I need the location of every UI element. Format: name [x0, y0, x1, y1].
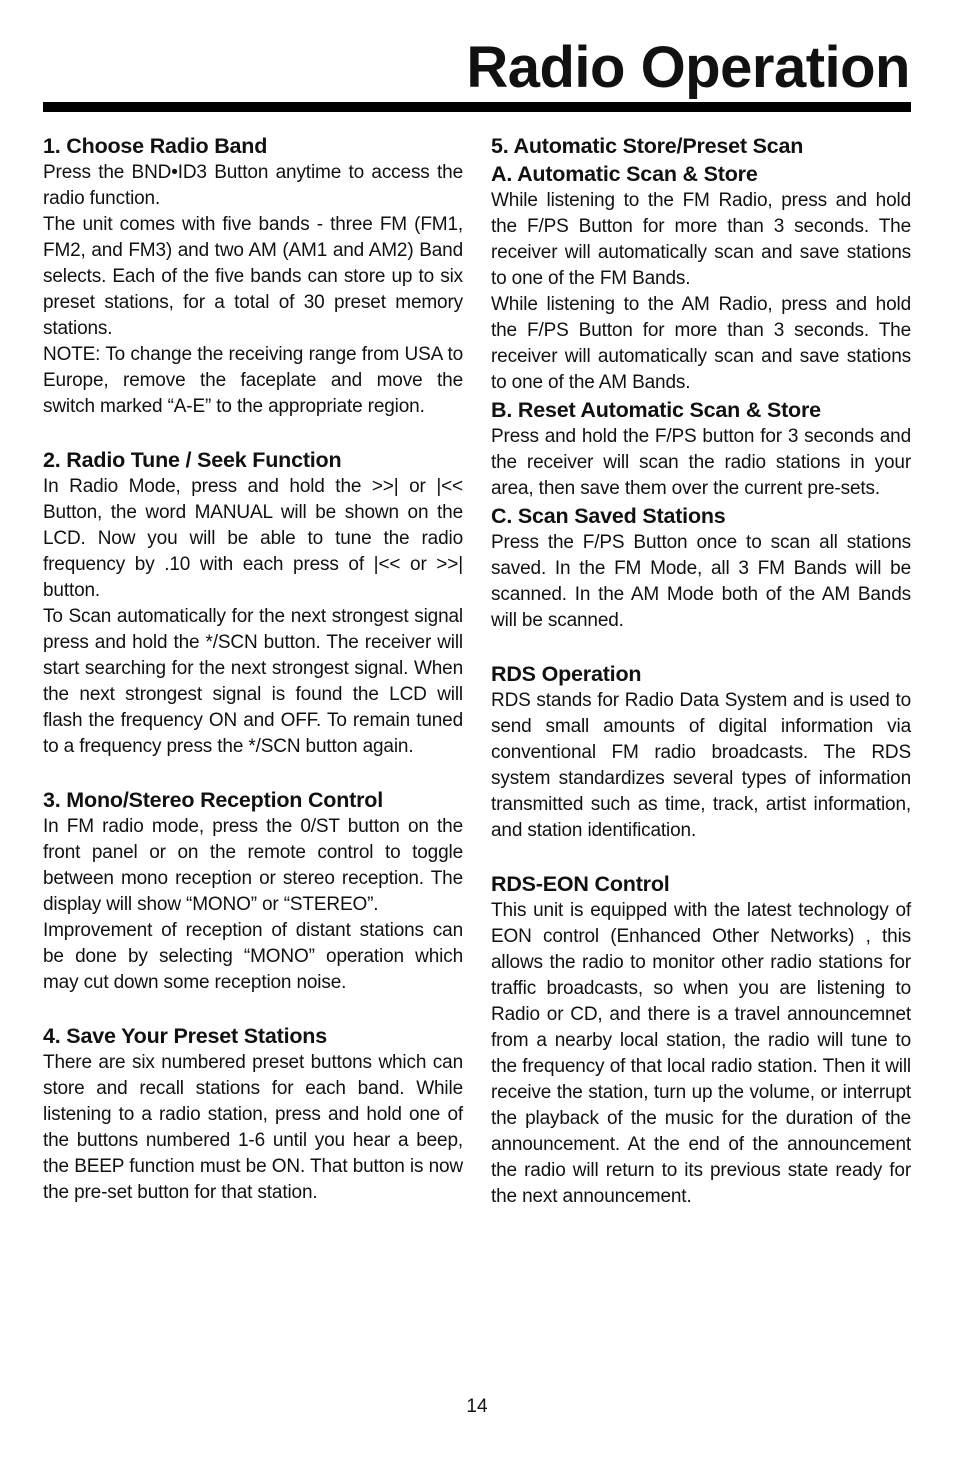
paragraph: In Radio Mode, press and hold the >>| or |<< Button, the word MANUAL will be shown on the LCD. Now you will be able to tune the radio frequency by .10 with each press of |<< or >>| button.: [43, 476, 463, 601]
paragraph: This unit is equipped with the latest technology of EON control (Enhanced Other Networks) , this allows the radio to monitor other radio stations for traffic broadcasts, so when you are listening to Radio or CD, and there is a travel announcemnet from a nearby local station, the radio will tune to the frequency of that local radio station. Then it will receive the station, turn up the volume, or interrupt the playback of the music for the duration of the announcement. At the end of the announcement the radio will return to its previous state ready for the next announcement.: [491, 900, 911, 1207]
left-column: [43, 132, 463, 1232]
section-save-preset-stations: [43, 1022, 463, 1206]
paragraph: There are six numbered preset buttons which can store and recall stations for each band. While listening to a radio station, press and hold one of the buttons numbered 1-6 until you hear a beep, the BEEP function must be ON. That button is now the pre-set button for that station.: [43, 1052, 463, 1203]
page-number: 14: [466, 1396, 488, 1417]
section-rds-eon-control: [491, 870, 911, 1210]
paragraph: NOTE: To change the receiving range from USA to Europe, remove the faceplate and move the switch marked “A-E” to the appropriate region.: [43, 344, 463, 417]
section-heading: RDS Operation: [491, 662, 642, 686]
right-column: [491, 132, 911, 1236]
paragraph: In FM radio mode, press the 0/ST button on the front panel or on the remote control to toggle between mono reception or stereo reception. The display will show “MONO” or “STEREO”.: [43, 816, 463, 915]
section-heading: RDS-EON Control: [491, 872, 670, 896]
section-heading: 5. Automatic Store/Preset Scan: [491, 134, 804, 158]
paragraph: Press and hold the F/PS button for 3 seconds and the receiver will scan the radio stations in your area, then save them over the current pre-sets.: [491, 426, 911, 499]
paragraph: The unit comes with five bands - three FM (FM1, FM2, and FM3) and two AM (AM1 and AM2) Band selects. Each of the five bands can store up to six preset stations, for a total of 30 preset memory stations.: [43, 214, 463, 339]
section-heading: 3. Mono/Stereo Reception Control: [43, 788, 384, 812]
section-automatic-store-preset-scan: [491, 132, 911, 634]
paragraph: RDS stands for Radio Data System and is used to send small amounts of digital information via conventional FM radio broadcasts. The RDS system standardizes several types of information transmitted such as time, track, artist information, and station identification.: [491, 690, 911, 841]
subsection-heading: A. Automatic Scan & Store: [491, 162, 758, 186]
section-mono-stereo: [43, 786, 463, 996]
subsection-reset-automatic-scan: [491, 396, 911, 502]
paragraph: While listening to the AM Radio, press and hold the F/PS Button for more than 3 seconds. The receiver will automatically scan and save stations to one of the AM Bands.: [491, 294, 911, 393]
paragraph: Press the BND•ID3 Button anytime to access the radio function.: [43, 162, 463, 209]
subsection-automatic-scan-store: [491, 160, 911, 396]
subsection-heading: B. Reset Automatic Scan & Store: [491, 398, 821, 422]
section-heading: 1. Choose Radio Band: [43, 134, 268, 158]
paragraph: While listening to the FM Radio, press and hold the F/PS Button for more than 3 seconds. The receiver will automatically scan and save stations to one of the FM Bands.: [491, 190, 911, 289]
paragraph: To Scan automatically for the next strongest signal press and hold the */SCN button. The receiver will start searching for the next strongest signal. When the next strongest signal is found the LCD will flash the frequency ON and OFF. To remain tuned to a frequency press the */SCN button again.: [43, 606, 463, 757]
section-choose-radio-band: [43, 132, 463, 420]
section-rds-operation: [491, 660, 911, 844]
section-heading: 4. Save Your Preset Stations: [43, 1024, 327, 1048]
paragraph: Improvement of reception of distant stations can be done by selecting “MONO” operation which may cut down some reception noise.: [43, 920, 463, 993]
section-radio-tune-seek: [43, 446, 463, 760]
section-heading: 2. Radio Tune / Seek Function: [43, 448, 342, 472]
title-rule: [43, 102, 911, 112]
page-title: Radio Operation: [466, 35, 910, 100]
subsection-heading: C. Scan Saved Stations: [491, 504, 726, 528]
paragraph: Press the F/PS Button once to scan all stations saved. In the FM Mode, all 3 FM Bands will be scanned. In the AM Mode both of the AM Bands will be scanned.: [491, 532, 911, 631]
subsection-scan-saved-stations: [491, 502, 911, 634]
